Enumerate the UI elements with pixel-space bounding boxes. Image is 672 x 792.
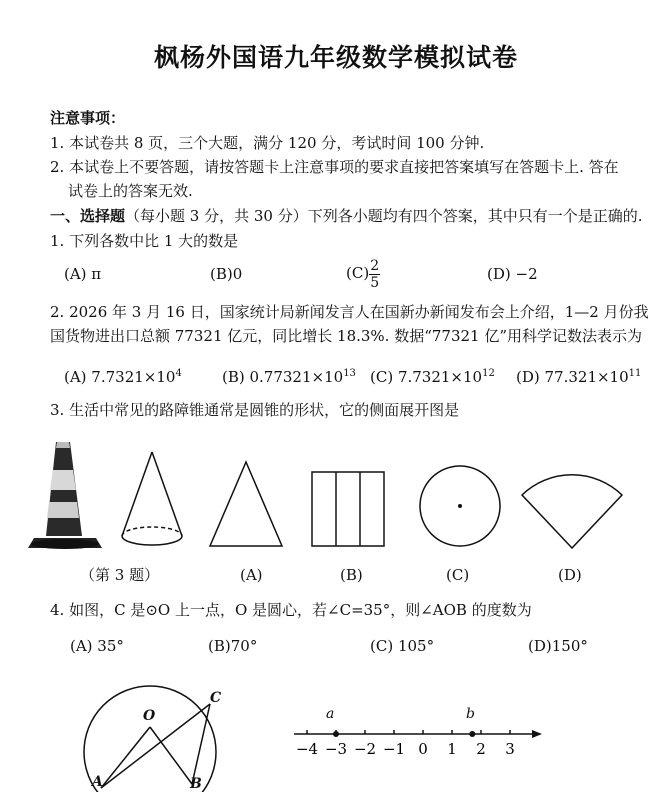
segment-oa [101,727,150,788]
q2-option-a [64,364,182,387]
q4-option-c: (C) 105° [370,637,435,655]
q2-option-b-exp: 13 [343,368,356,379]
fraction-denominator: 5 [370,274,380,291]
q3-stem: 3. 生活中常见的路障锥通常是圆锥的形状，它的侧面展开图是 [50,401,460,419]
note-item-1: 1. 本试卷共 8 页，三个大题，满分 120 分，考试时间 100 分钟. [50,134,485,152]
q3-figures [0,430,672,570]
traffic-cone-image [28,442,102,549]
q2-option-c [370,364,495,387]
section1-header [50,206,643,226]
number-line-tick-label: 1 [447,740,457,758]
q4-option-a: (A) 35° [70,637,124,655]
q4-stem: 4. 如图，C 是⊙O 上一点，O 是圆心，若∠C=35°，则∠AOB 的度数为 [50,601,532,619]
number-line-point-a [333,731,339,737]
q2-line-1: 2. 2026 年 3 月 16 日，国家统计局新闻发言人在国新办新闻发布会上介绍，1—2 月份我 [50,303,649,321]
circle-option-c [420,466,500,546]
q1-option-a: (A) π [64,265,102,283]
rectangle-option-b [312,472,384,546]
q4-option-d: (D)150° [528,637,588,655]
number-line-point-b [469,731,475,737]
number-line-tick-label: 0 [418,740,428,758]
q2-line-2: 国货物进出口总额 77321 亿元，同比增长 18.3%. 数据“77321 亿”用科学记数法表示为 [50,327,643,345]
point-c-label: C [210,690,222,706]
q1-option-b: (B)0 [210,265,243,283]
section1-instructions: （每小题 3 分，共 30 分）下列各小题均有四个答案，其中只有一个是正确的. [125,207,643,225]
q1-option-c-prefix: (C) [346,264,370,282]
triangle-option-a [210,462,282,546]
q1-stem: 1. 下列各数中比 1 大的数是 [50,232,239,250]
number-line-tick-label: −2 [353,740,377,758]
fraction [369,258,380,291]
section1-label: 一、选择题 [50,207,126,225]
q2-option-a-base: (A) 7.7321×10 [64,368,176,386]
q3-caption-b: (B) [340,566,363,584]
q1-option-d: (D) −2 [487,265,538,283]
q3-caption-a: (A) [240,566,263,584]
fraction-numerator: 2 [370,257,380,274]
q1-option-c [346,254,380,292]
point-b-label: B [190,776,202,792]
number-line-b-label: b [466,706,475,722]
cone-diagram [122,452,182,545]
number-line-tick-label: −1 [382,740,406,758]
q4-option-b: (B)70° [208,637,258,655]
q3-caption-c: (C) [446,566,470,584]
number-line-tick-label: 3 [505,740,515,758]
q2-option-d [516,364,641,387]
number-line-a-label: a [326,706,335,722]
number-line-tick-label: −3 [324,740,348,758]
arrow-right-icon [532,730,542,738]
point-a-label: A [92,774,103,790]
note-item-2: 2. 本试卷上不要答题，请按答题卡上注意事项的要求直接把答案填写在答题卡上. 答在 [50,158,619,176]
notes-heading: 注意事项： [50,109,126,127]
page-title: 枫杨外国语九年级数学模拟试卷 [153,43,518,72]
q2-option-b [222,364,356,387]
q2-option-c-base: (C) 7.7321×10 [370,368,483,386]
q2-option-a-exp: 4 [175,368,182,379]
q4-circle-figure [0,660,300,790]
q2-option-b-base: (B) 0.77321×10 [222,368,344,386]
number-line-tick-label: −4 [295,740,319,758]
q3-caption-d: (D) [558,566,582,584]
segment-ob [150,727,192,784]
q2-option-c-exp: 12 [482,368,495,379]
q3-caption-figure: （第 3 题） [80,566,160,584]
q2-option-d-base: (D) 77.321×10 [516,368,629,386]
number-line-tick-label: 2 [476,740,486,758]
point-o-label: O [143,708,156,724]
sector-option-d [522,475,622,548]
note-item-2-cont: 试卷上的答案无效. [68,182,193,200]
q2-option-d-exp: 11 [628,368,642,379]
